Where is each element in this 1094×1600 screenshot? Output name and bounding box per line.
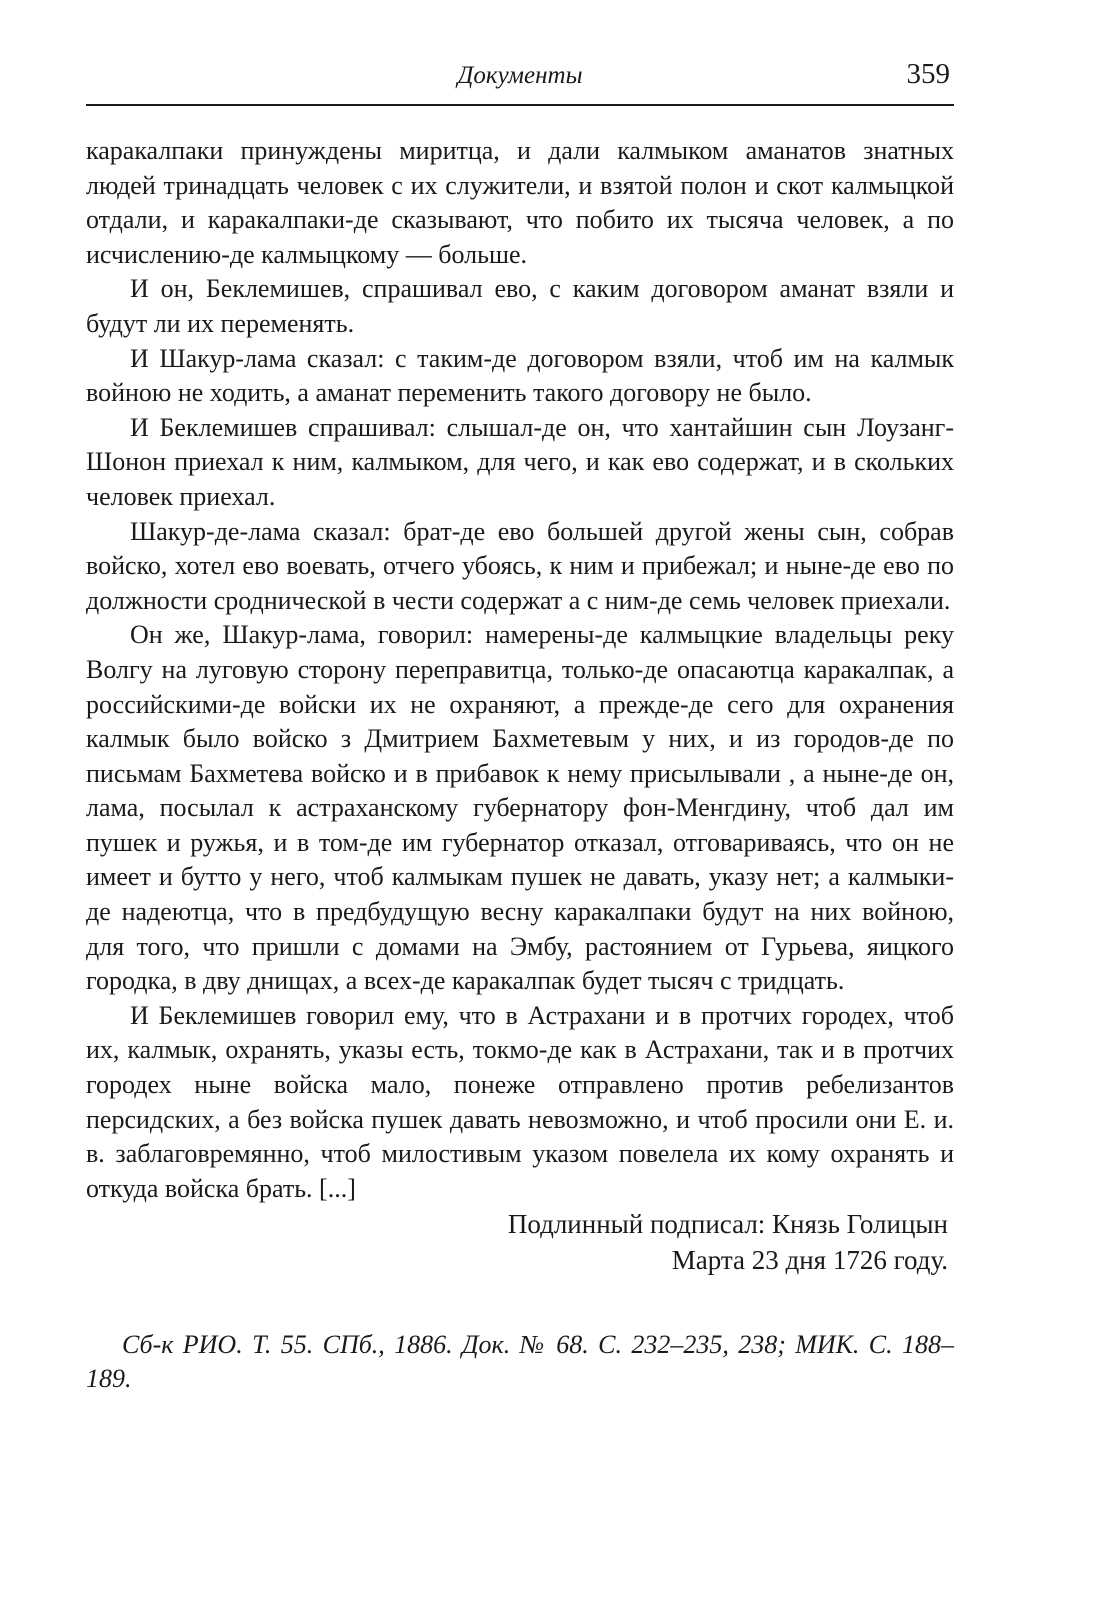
body-text	[86, 134, 954, 1206]
paragraph: И он, Беклемишев, спрашивал ево, с каким договором аманат взяли и будут ли их переменять.	[86, 274, 954, 338]
paragraph: И Беклемишев спрашивал: слышал-де он, что хантайшин сын Лоузанг-Шонон приехал к ним, калмыком, для чего, и как ево содержат, и в скольких человек приехал.	[86, 412, 954, 511]
paragraph: Он же, Шакур-лама, говорил: намерены-де калмыцкие владельцы реку Волгу на луговую сторону переправитца, только-де опасаютца каракалпак, а российскими-де войски их не охраняют, а прежде-де сего для охранения калмык было войско з Дмитрием Бахметевым у них, и из городов-де по письмам Бахметева войско и в прибавок к нему присылывали , а ныне-де он, лама, посылал к астраханскому губернатору фон-Менгдину, чтоб дал им пушек и ружья, и в том-де им губернатор отказал, отговариваясь, что он не имеет и бутто у него, чтоб калмыкам пушек не давать, указу нет; а калмыки-де надеютца, что в предбудущую весну каракалпаки будут на них войною, для того, что пришли с домами на Эмбу, растоянием от Гурьева, яицкого городка, в дву днищах, а всех-де каракалпак будет тысяч с тридцать.	[86, 620, 954, 996]
paragraph: И Шакур-лама сказал: с таким-де договором взяли, чтоб им на калмык войною не ходить, а аманат переменить такого договору не было.	[86, 343, 954, 408]
paragraph: И Беклемишев говорил ему, что в Астрахани и в протчих городех, чтоб их, калмык, охранять, указы есть, токмо-де как в Астрахани, так и в протчих городех ныне войска мало, понеже отправлено против ребелизантов персидских, а без войска пушек давать невозможно, и чтоб просили они Е. и. в. заблаговремянно, чтоб милостивым указом повелела их кому охранять и откуда войска брать. [...]	[86, 1000, 954, 1203]
document-page	[86, 52, 954, 1396]
signature-block	[86, 1206, 954, 1278]
date-line: Марта 23 дня 1726 году.	[671, 1245, 948, 1276]
page-header	[86, 52, 954, 106]
signature-line: Подлинный подписал: Князь Голицын	[507, 1209, 948, 1240]
paragraph: каракалпаки принуждены миритца, и дали калмыком аманатов знатных людей тринадцать человек с их служители, и взятой полон и скот калмыцкой отдали, и каракалпаки-де сказывают, что побито их тысяча человек, а по исчислению-де калмыцкому — больше.	[86, 136, 954, 269]
page-number: 359	[906, 58, 950, 90]
paragraph: Шакур-де-лама сказал: брат-де ево большей другой жены сын, собрав войско, хотел ево воевать, отчего убоясь, к ним и прибежал; и ныне-де ево по должности сроднической в чести содержат а с ним-де семь человек приехали.	[86, 516, 954, 615]
running-title: Документы	[457, 62, 583, 89]
source-note: Сб-к РИО. Т. 55. СПб., 1886. Док. № 68. С. 232–235, 238; МИК. С. 188–189.	[86, 1330, 954, 1394]
